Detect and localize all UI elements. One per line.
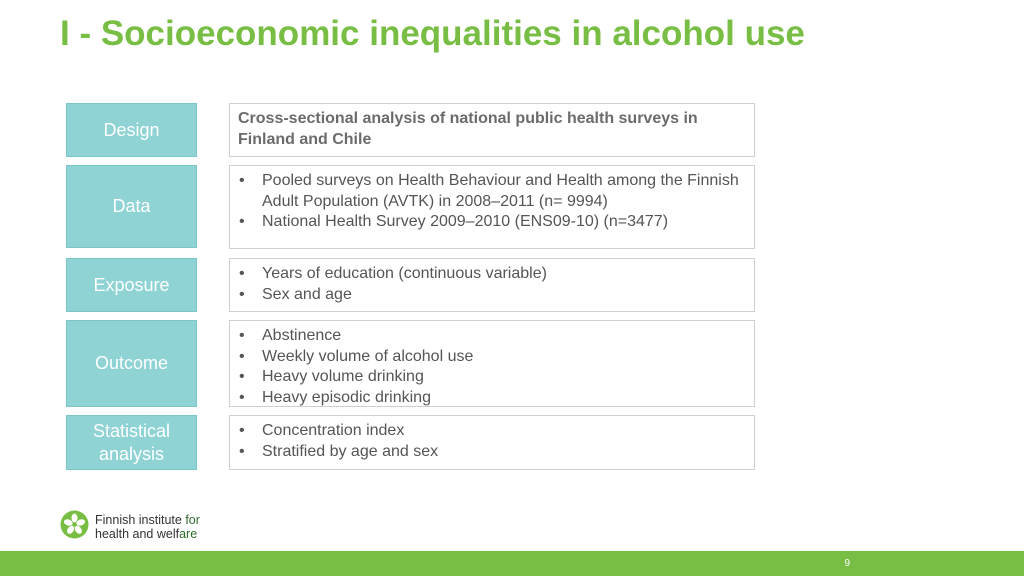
data-description: [229, 165, 755, 249]
label-statistical-analysis: Statistical analysis: [66, 415, 197, 470]
bullet-item: • Sex and age: [238, 285, 746, 306]
bullet-item: • Weekly volume of alcohol use: [238, 347, 746, 368]
bullet-item: • Abstinence: [238, 326, 746, 347]
page-number: 9: [844, 558, 850, 569]
label-exposure: Exposure: [66, 258, 197, 312]
bullet-item: • Heavy episodic drinking: [238, 388, 746, 409]
slide-title: I - Socioeconomic inequalities in alcohol use: [60, 14, 805, 53]
logo-text-line2: health and welf: [95, 527, 180, 541]
bullet-item: • Stratified by age and sex: [238, 442, 746, 463]
bullet-item: • Concentration index: [238, 421, 746, 442]
bullet-item: • Pooled surveys on Health Behaviour and Health among the Finnish Adult Population (AVTK) in 2008–2011 (n= 9994): [238, 171, 746, 212]
institute-name: [95, 513, 200, 541]
bullet-item: • Heavy volume drinking: [238, 367, 746, 388]
bullet-item: • National Health Survey 2009–2010 (ENS09-10) (n=3477): [238, 212, 746, 233]
footer-bar: [0, 551, 1024, 576]
label-design: Design: [66, 103, 197, 157]
label-outcome: Outcome: [66, 320, 197, 407]
statistical-analysis-description: [229, 415, 755, 470]
flower-logo-icon: [60, 510, 89, 544]
exposure-description: [229, 258, 755, 312]
logo-text-accent: for: [185, 513, 200, 527]
logo-text-accent: are: [179, 527, 198, 541]
design-description: Cross-sectional analysis of national public health surveys in Finland and Chile: [229, 103, 755, 157]
institute-logo: [60, 510, 200, 544]
label-data: Data: [66, 165, 197, 248]
logo-text-line1: Finnish institute: [95, 513, 186, 527]
outcome-description: [229, 320, 755, 407]
bullet-item: • Years of education (continuous variable): [238, 264, 746, 285]
